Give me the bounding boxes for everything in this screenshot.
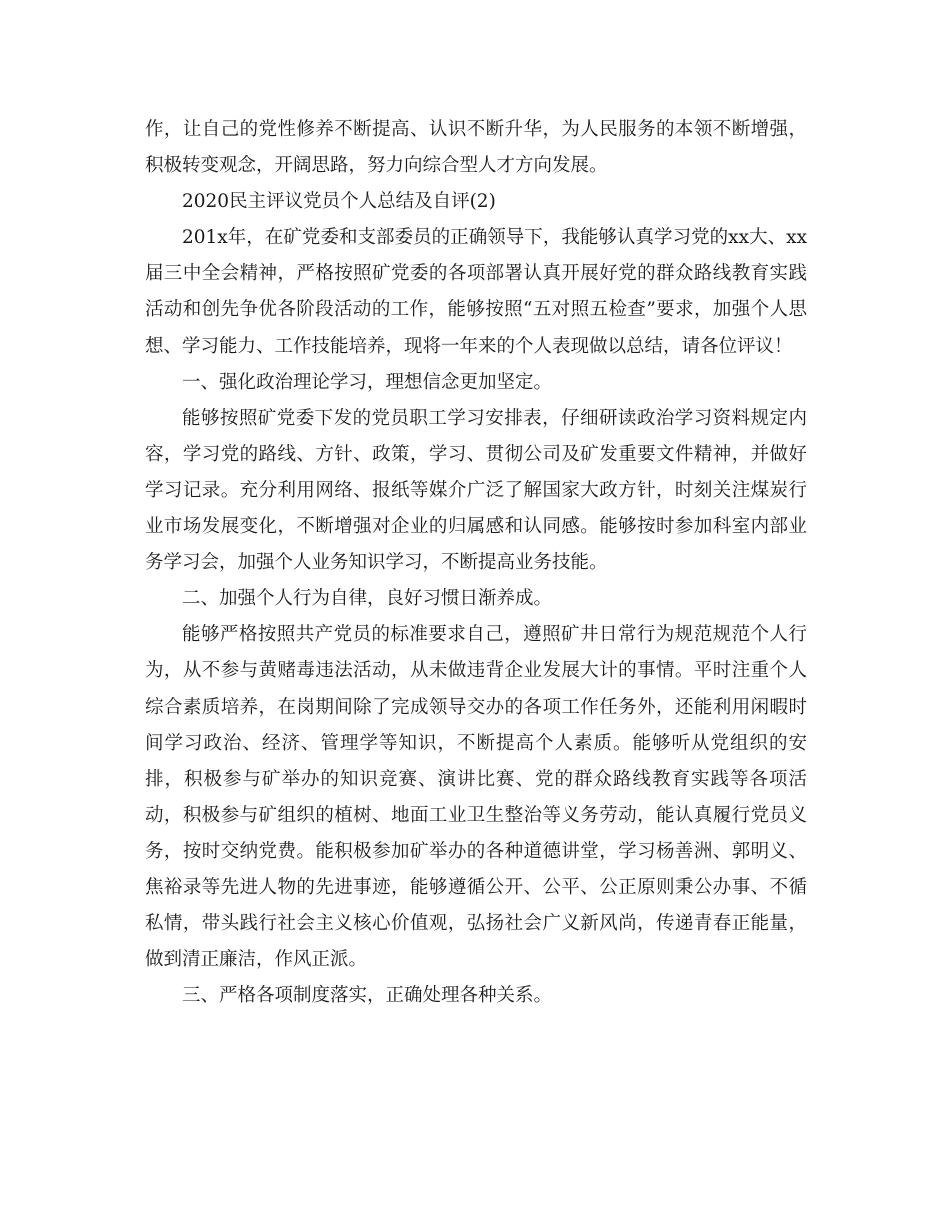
paragraph-discipline: 能够严格按照共产党员的标准要求自己，遵照矿井日常行为规范规范个人行为，从不参与黄赌毒违法活动，从未做违背企业发展大计的事情。平时注重个人综合素质培养，在岗期间除了完成领导交办的各项工作任务外，还能利用闲暇时间学习政治、经济、管理学等知识，不断提高个人素质。能够听从党组织的安排，积极参与矿举办的知识竞赛、演讲比赛、党的群众路线教育实践等各项活动，积极参与矿组织的植树、地面工业卫生整治等义务劳动，能认真履行党员义务，按时交纳党费。能积极参加矿举办的各种道德讲堂，学习杨善洲、郭明义、焦裕录等先进人物的先进事迹，能够遵循公开、公平、公正原则秉公办事、不循私情，带头践行社会主义核心价值观，弘扬社会广义新风尚，传递青春正能量，做到清正廉洁，作风正派。 xyxy=(145,624,807,971)
paragraph-intro: 201x年，在矿党委和支部委员的正确领导下，我能够认真学习党的xx大、xx届三中全会精神，严格按照矿党委的各项部署认真开展好党的群众路线教育实践活动和创先争优各阶段活动的工作，能够按照“五对照五检查”要求，加强个人思想、学习能力、工作技能培养，现将一年来的个人表现做以总结，请各位评议！ xyxy=(145,227,807,357)
paragraph-study: 能够按照矿党委下发的党员职工学习安排表，仔细研读政治学习资料规定内容，学习党的路线、方针、政策，学习、贯彻公司及矿发重要文件精神，并做好学习记录。充分利用网络、报纸等媒介广泛了解国家大政方针，时刻关注煤炭行业市场发展变化，不断增强对企业的归属感和认同感。能够按时参加科室内部业务学习会，加强个人业务知识学习，不断提高业务技能。 xyxy=(145,407,807,574)
section-heading-2: 二、加强个人行为自律，良好习惯日渐养成。 xyxy=(182,588,553,610)
section-heading-title: 2020民主评议党员个人总结及自评(2) xyxy=(182,191,496,213)
section-heading-1: 一、强化政治理论学习，理想信念更加坚定。 xyxy=(182,371,553,393)
document-body xyxy=(145,112,807,1014)
paragraph-continuation: 作，让自己的党性修养不断提高、认识不断升华，为人民服务的本领不断增强，积极转变观念，开阔思路，努力向综合型人才方向发展。 xyxy=(145,119,807,177)
section-heading-3: 三、严格各项制度落实，正确处理各种关系。 xyxy=(182,985,553,1007)
